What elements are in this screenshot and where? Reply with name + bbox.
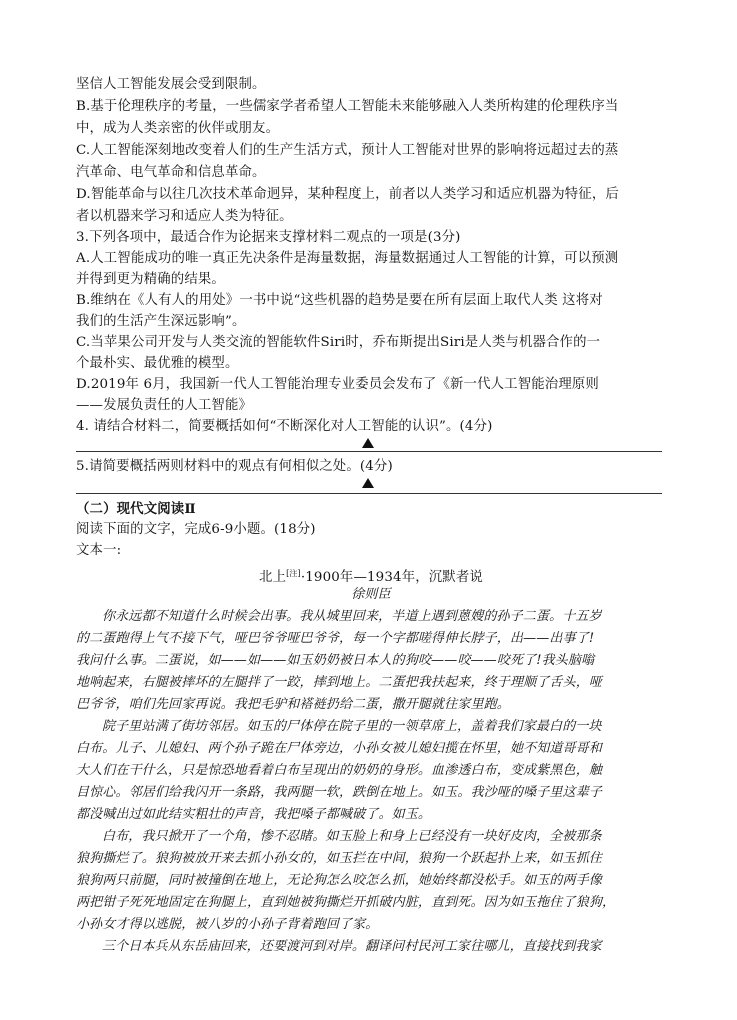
article-paragraph-line: 目惊心。邻居们给我闪开一条路，我两腿一软，跌倒在地上。如玉。我沙哑的嗓子里这辈子 (76, 785, 603, 800)
question-line: 者以机器来学习和适应人类为特征。 (76, 209, 293, 224)
title-footnote-mark[interactable]: [注] (286, 569, 301, 578)
question-line: 中，成为人类亲密的伙伴或朋友。 (76, 121, 280, 136)
article-paragraph-line: 院子里站满了街坊邻居。如玉的尸体停在院子里的一领草席上，盖着我们家最白的一块 (102, 719, 602, 734)
article-paragraph-line: 大人们在干什么，只是惊恐地看着白布呈现出的奶奶的身形。血渗透白布，变成紫黑色，触 (76, 763, 603, 778)
question-line: 我们的生活产生深远影响”。 (76, 314, 246, 329)
article-paragraph-line: 的二蛋跑得上气不接下气，哑巴爷爷哑巴爷爷，每一个字都嗟得伸长脖子，出——出事了! (76, 631, 595, 646)
answer-divider (76, 493, 662, 494)
question-line: ——发展负责任的人工智能》 (76, 398, 253, 413)
instruction-line: 阅读下面的文字，完成6-9小题。(18分) (76, 522, 316, 537)
question-line: 并得到更为精确的结果。 (76, 272, 225, 287)
article-paragraph-line: 白布。儿子、儿媳妇、两个孙子跪在尸体旁边，小孙女被儿媳妇揽在怀里，她不知道哥哥和 (76, 741, 603, 756)
question-line: 汽革命、电气革命和信息革命。 (76, 165, 266, 180)
answer-marker-icon (362, 478, 374, 488)
article-paragraph-line: 三个日本兵从东岳庙回来，还要渡河到对岸。翻译问村民河工家往哪儿，直接找到我家 (102, 939, 602, 954)
article-paragraph-line: 都没喊出过如此结实粗壮的声音，我把嗓子都喊破了。如玉。 (76, 807, 432, 822)
article-paragraph-line: 我问什么事。二蛋说，如——如——如玉奶奶被日本人的狗咬——咬——咬死了!我头脑嗡 (76, 653, 595, 668)
question-line: B.基于伦理秩序的考量，一些儒家学者希望人工智能未来能够融入人类所构建的伦理秩序当 (76, 99, 619, 114)
article-title (76, 565, 666, 587)
question-line: 4. 请结合材料二，简要概括如何“不断深化对人工智能的认识”。(4分) (76, 419, 493, 434)
article-paragraph-line: 白布，我只掀开了一个角，惨不忍睹。如玉脸上和身上已经没有一块好皮肉，全被那条 (102, 829, 602, 844)
article-paragraph-line: 两把钳子死死地固定在狗腿上，直到她被狗撕烂开抓破内脏，直到死。因为如玉拖住了狼狗， (76, 895, 616, 910)
question-line: 5.请简要概括两则材料中的观点有何相似之处。(4分) (76, 459, 393, 474)
article-paragraph-line: 地响起来，右腿被摔坏的左腿拌了一跤，摔到地上。二蛋把我扶起来，终于理顺了舌头，哑 (76, 675, 603, 690)
question-line: D.智能革命与以往几次技术革命迥异，某种程度上，前者以人类学习和适应机器为特征，后 (76, 187, 619, 202)
article-paragraph-line: 小孙女才得以逃脱，被八岁的小孙子背着跑回了家。 (76, 917, 379, 932)
article-paragraph-line: 巴爷爷，咱们先回家再说。我把毛驴和褡裢扔给二蛋，撒开腿就往家里跑。 (76, 697, 510, 712)
title-main: 北上 (259, 570, 287, 585)
question-line: 3.下列各项中，最适合作为论据来支撑材料二观点的一项是(3分) (76, 230, 461, 245)
article-paragraph-line: 狼狗两只前腿，同时被撞倒在地上，无论狗怎么咬怎么抓，她始终都没松手。如玉的两手像 (76, 873, 603, 888)
question-line: C.人工智能深刻地改变着人们的生产生活方式，预计人工智能对世界的影响将远超过去的蒸 (76, 143, 619, 158)
section-heading: （二）现代文阅读Ⅱ (76, 501, 196, 517)
answer-marker-icon (362, 438, 374, 448)
question-line: 坚信人工智能发展会受到限制。 (76, 77, 266, 92)
answer-divider (76, 451, 662, 452)
question-line: D.2019年 6月，我国新一代人工智能治理专业委员会发布了《新一代人工智能治理原则 (76, 377, 599, 392)
article-paragraph-line: 狼狗撕烂了。狼狗被放开来去抓小孙女的，如玉拦在中间，狼狗一个跃起扑上来，如玉抓住 (76, 851, 603, 866)
title-rest: ·1900年—1934年，沉默者说 (300, 570, 483, 585)
question-line: C.当苹果公司开发与人类交流的智能软件Siri时，乔布斯提出Siri是人类与机器合作的一 (76, 335, 601, 350)
article-paragraph-line: 你永远都不知道什么时候会出事。我从城里回来，半道上遇到蒽嫂的孙子二蛋。十五岁 (102, 609, 602, 624)
question-line: 个最朴实、最优雅的模型。 (76, 356, 239, 371)
text-label: 文本一: (76, 543, 122, 558)
question-line: B.维纳在《人有人的用处》一书中说“这些机器的趋势是要在所有层面上取代人类 这将对 (76, 293, 603, 308)
article-author: 徐则臣 (351, 587, 391, 602)
question-line: A.人工智能成功的唯一真正先决条件是海量数据，海量数据通过人工智能的计算，可以预测 (76, 251, 619, 266)
